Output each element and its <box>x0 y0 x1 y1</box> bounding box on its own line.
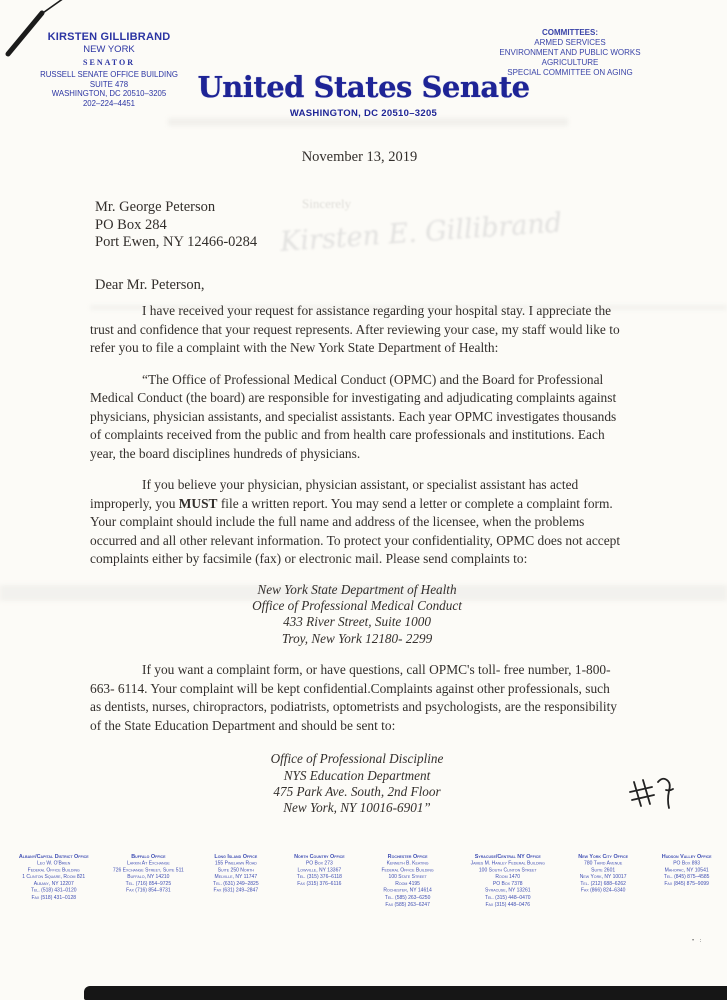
office-buffalo: Buffalo Office Larkin At Exchange 726 Exchange Street, Suite 511 Buffalo, NY 14210 Tel. (716) 854–9725 Fax (716) 854–9731 <box>105 853 192 908</box>
senator-name: KIRSTEN GILLIBRAND <box>47 31 171 43</box>
senator-state: NEW YORK <box>83 44 135 55</box>
committees-block <box>440 28 700 78</box>
office-name: Syracuse/Central NY Office <box>474 853 541 860</box>
doh-address-block <box>90 582 624 648</box>
doh-address-line: 433 River Street, Suite 1000 <box>283 614 431 630</box>
office-syracuse: Syracuse/Central NY Office James M. Hanley Federal Building 100 South Clinton Street Room 1470 PO Box 7378 Syracuse, NY 13261 Tel. (315) 448–0470 Fax (315) 448–0476 <box>456 853 559 908</box>
opd-address-line: NYS Education Department <box>283 767 431 783</box>
opd-address-line: 475 Park Ave. South, 2nd Floor <box>273 783 441 799</box>
scan-edge-bar <box>84 986 727 1000</box>
paragraph-4: If you want a complaint form, or have questions, call OPMC's toll- free number, 1-800- 663- 6114. Your complaint will be kept confidential.Complaints against other professionals, such as dentists, nurses, chiropractors, podiatrists, optometrists and psychologists, are the responsibility of the State Education Department and should be sent to: <box>90 662 617 733</box>
office-albany: Albany/Capital District Office Leo W. O'Brien Federal Office Building 1 Clinton Square, Room 821 Albany, NY 12207 Tel. (518) 431–0120 Fax (518) 431–0128 <box>7 853 100 908</box>
committee-item: ARMED SERVICES <box>534 38 606 47</box>
doh-address-line: Troy, New York 12180- 2299 <box>281 630 433 646</box>
recipient-line: Mr. George Peterson <box>95 199 216 215</box>
masthead-subtitle: WASHINGTON, DC 20510–3205 <box>289 108 438 119</box>
office-hudson-valley: Hudson Valley Office PO Box 893 Mahopac, NY 10541 Tel. (845) 875–4585 Fax (845) 875–9099 <box>647 853 726 908</box>
address-line: SUITE 478 <box>89 79 129 89</box>
office-new-york-city: New York City Office 780 Third Avenue Suite 2601 New York, NY 10017 Tel. (212) 688–6262 Fax (866) 824–6340 <box>564 853 643 908</box>
committee-item: AGRICULTURE <box>541 58 599 67</box>
recipient-line: PO Box 284 <box>95 216 167 233</box>
ghost-signature-bleedthrough: Kirsten E. Gillibrand <box>279 207 564 259</box>
committee-item: SPECIAL COMMITTEE ON AGING <box>507 68 633 77</box>
office-name: Albany/Capital District Office <box>18 853 89 860</box>
committee-item: ENVIRONMENT AND PUBLIC WORKS <box>499 48 641 57</box>
scan-bleed-strip <box>168 118 568 126</box>
office-name: New York City Office <box>578 853 628 860</box>
office-long-island: Long Island Office 155 Pinelawn Road Suite 250 North Melville, NY 11747 Tel. (631) 249–2825 Fax (631) 249–2847 <box>196 853 275 908</box>
committees-heading: COMMITTEES: <box>542 28 598 37</box>
doh-address-line: New York State Department of Health <box>257 581 457 597</box>
office-north-country: North Country Office PO Box 273 Lowville, NY 13367 Tel. (315) 376–6118 Fax (315) 376–6116 <box>280 853 359 908</box>
paragraph-3-pre: If you believe your physician, physician assistant, or specialist assistant has acted improperly, you <box>90 477 579 511</box>
opd-address-block <box>90 751 624 817</box>
recipient-line: Port Ewen, NY 12466-0284 <box>95 234 258 250</box>
office-name: Hudson Valley Office <box>661 853 712 860</box>
salutation: Dear Mr. Peterson, <box>95 277 205 293</box>
ghost-sincerely-bleedthrough: Sincerely <box>302 196 352 211</box>
letter-body <box>90 302 624 831</box>
opd-address-line: Office of Professional Discipline <box>270 751 444 767</box>
address-line: RUSSELL SENATE OFFICE BUILDING <box>40 70 178 79</box>
paragraph-3 <box>90 476 624 569</box>
masthead-title: United States Senate <box>197 70 530 104</box>
doh-address-line: Office of Professional Medical Conduct <box>252 597 462 613</box>
office-name: Long Island Office <box>214 853 258 860</box>
paragraph-1: I have received your request for assistance regarding your hospital stay. I appreciate the trust and confidence that your request represents. After reviewing your case, my staff would like to refer you to file a complaint with the New York State Department of Health: <box>90 303 620 355</box>
office-name: Buffalo Office <box>131 853 166 860</box>
senator-title: SENATOR <box>83 58 135 67</box>
office-rochester: Rochester Office Kenneth B. Keating Federal Office Building 100 State Street Room 4195 Rochester, NY 14614 Tel. (585) 263–6250 Fax (585) 263–6247 <box>363 853 452 908</box>
scan-speck: • : <box>692 938 704 944</box>
address-line: WASHINGTON, DC 20510–3205 <box>51 89 167 99</box>
paragraph-3-post: file a written report. You may send a letter or complete a complaint form. Your complaint should include the full name and address of the licensee, when the problems occurred and all other relevant information. To protect your confidentiality, OPMC does not accept complaints either by facsimile (fax) or electronic mail. Please send complaints to: <box>90 495 621 566</box>
district-offices-footer <box>7 853 726 908</box>
opd-address-line: New York, NY 10016-6901” <box>283 800 431 816</box>
address-line: 202–224–4451 <box>82 98 136 108</box>
paragraph-2: “The Office of Professional Medical Conduct (OPMC) and the Board for Professional Medical Conduct (the board) are responsible for investigating and adjudicating complaints against physicians, physician assistants, and specialist assistants. Each year OPMC investigates thousands of complaints received from the public and from health care professionals and institutions. Each year, the board disciplines hundreds of physicians. <box>90 371 617 461</box>
letter-date: November 13, 2019 <box>301 149 418 165</box>
handwritten-annotation-number-7 <box>624 770 680 822</box>
office-name: North Country Office <box>294 853 345 860</box>
paragraph-3-bold-must: MUST <box>178 495 218 511</box>
recipient-address-block <box>95 199 257 252</box>
office-name: Rochester Office <box>387 853 428 860</box>
